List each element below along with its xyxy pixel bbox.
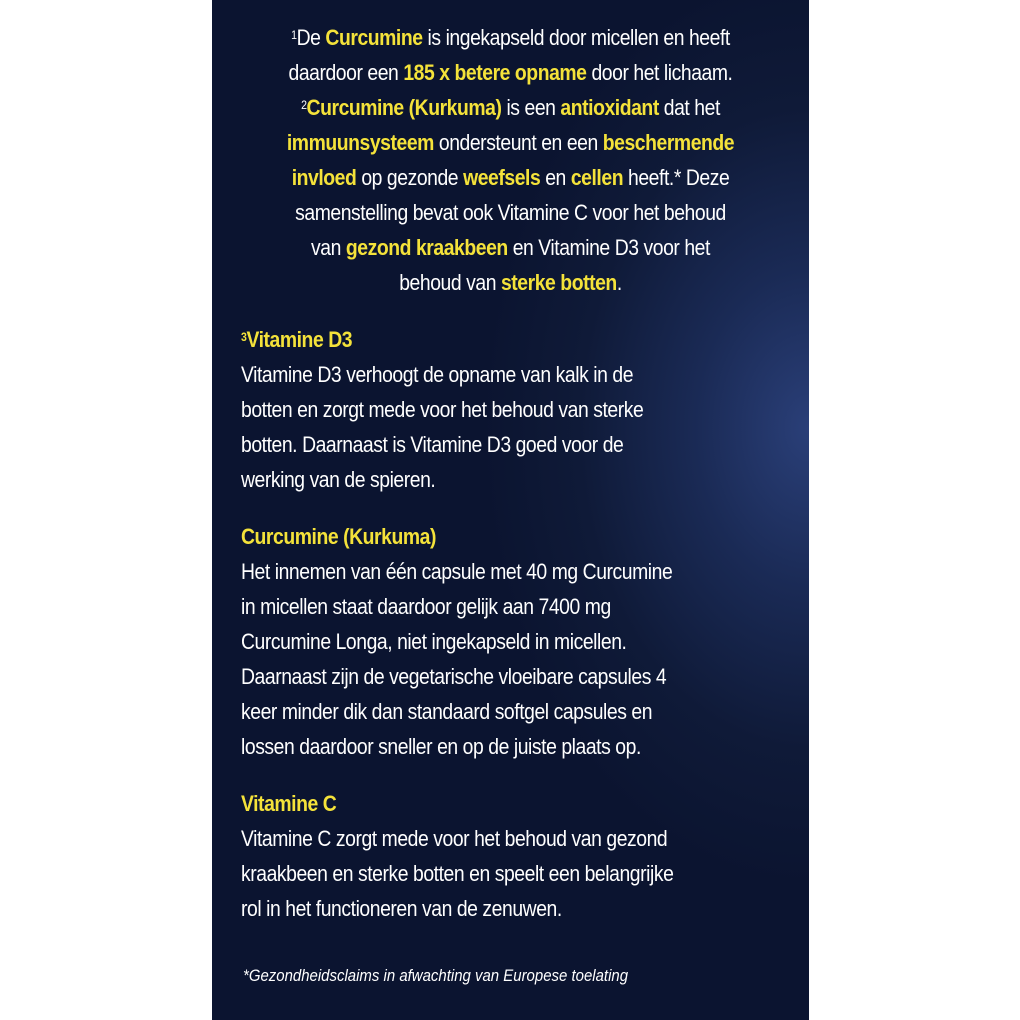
intro-line: [260, 55, 761, 90]
body-line: Vitamine C zorgt mede voor het behoud van gezond: [241, 826, 668, 851]
product-label-panel: [212, 0, 809, 1020]
text: op gezonde: [356, 165, 464, 190]
section-title: Curcumine (Kurkuma): [241, 524, 436, 549]
body-line: Curcumine Longa, niet ingekapseld in micellen.: [241, 629, 627, 654]
body-line: Vitamine D3 verhoogt de opname van kalk in de: [241, 362, 634, 387]
title-text: Vitamine D3: [246, 327, 353, 352]
body-line: Daarnaast zijn de vegetarische vloeibare capsules 4: [241, 664, 667, 689]
highlight-text: 185 x betere opname: [403, 60, 587, 85]
text: heeft.* Deze: [623, 165, 730, 190]
body-line: rol in het functioneren van de zenuwen.: [241, 896, 562, 921]
text: dat het: [658, 95, 720, 120]
body-line: in micellen staat daardoor gelijk aan 7400 mg: [241, 594, 611, 619]
curcumine-section: [241, 519, 734, 764]
highlight-text: sterke botten: [500, 270, 617, 295]
highlight-text: weefsels: [463, 165, 541, 190]
section-title: Vitamine C: [241, 791, 337, 816]
footnote-marker: 1: [291, 28, 297, 42]
body-line: botten. Daarnaast is Vitamine D3 goed voor de: [241, 432, 624, 457]
text: en: [540, 165, 571, 190]
intro-line: [260, 90, 761, 125]
intro-line: [260, 160, 761, 195]
highlight-text: beschermende: [602, 130, 735, 155]
highlight-text: cellen: [570, 165, 624, 190]
text: door het lichaam.: [586, 60, 733, 85]
intro-line: [260, 230, 761, 265]
health-claims-footnote: *Gezondheidsclaims in afwachting van Europese toelating: [243, 966, 629, 985]
vitamin-d3-section: [241, 322, 734, 497]
intro-line: [260, 265, 761, 300]
text: ondersteunt en een: [433, 130, 603, 155]
vitamin-c-section: [241, 786, 734, 926]
footnote-marker: 2: [301, 98, 307, 112]
text: .: [616, 270, 622, 295]
highlight-text: gezond kraakbeen: [345, 235, 508, 260]
intro-paragraph: [260, 20, 761, 300]
intro-line: [260, 20, 761, 55]
highlight-text: Curcumine (Kurkuma): [306, 95, 502, 120]
intro-line: samenstelling bevat ook Vitamine C voor het behoud: [295, 200, 726, 225]
body-line: botten en zorgt mede voor het behoud van sterke: [241, 397, 644, 422]
highlight-text: Curcumine: [325, 25, 423, 50]
text: is een: [501, 95, 561, 120]
body-line: kraakbeen en sterke botten en speelt een belangrijke: [241, 861, 674, 886]
text: daardoor een: [288, 60, 404, 85]
section-title: [241, 322, 734, 357]
footnote-marker: 3: [241, 330, 247, 344]
body-line: lossen daardoor sneller en op de juiste plaats op.: [241, 734, 641, 759]
body-line: keer minder dik dan standaard softgel capsules en: [241, 699, 653, 724]
text: is ingekapseld door micellen en heeft: [422, 25, 730, 50]
body-line: werking van de spieren.: [241, 467, 436, 492]
text: van: [311, 235, 346, 260]
intro-line: [260, 125, 761, 160]
highlight-text: invloed: [291, 165, 357, 190]
text: en Vitamine D3 voor het: [507, 235, 710, 260]
text: De: [296, 25, 326, 50]
body-line: Het innemen van één capsule met 40 mg Curcumine: [241, 559, 673, 584]
text: behoud van: [399, 270, 501, 295]
highlight-text: immuunsysteem: [286, 130, 434, 155]
highlight-text: antioxidant: [560, 95, 659, 120]
